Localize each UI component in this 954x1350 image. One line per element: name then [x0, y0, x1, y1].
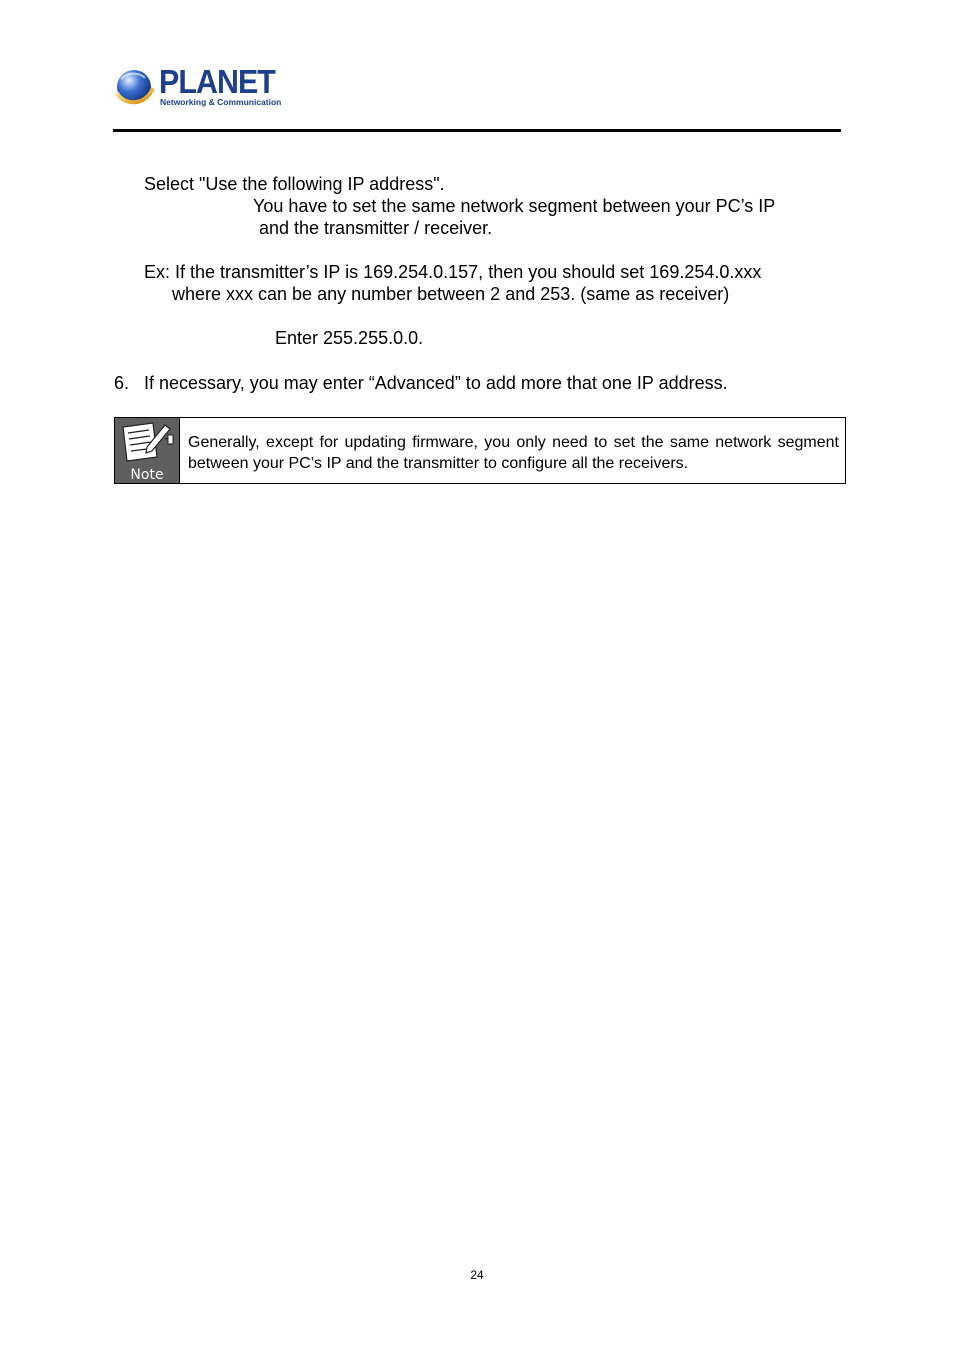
step-text: If necessary, you may enter “Advanced” to add more that one IP address. — [144, 373, 728, 393]
note-box — [114, 417, 846, 484]
logo-wordmark: PLANET — [159, 63, 275, 100]
note-pad-icon — [119, 421, 175, 465]
paragraph-line: You have to set the same network segment between your PC’s IP — [253, 196, 776, 216]
note-divider — [179, 418, 180, 483]
planet-logo — [112, 63, 282, 110]
note-icon-panel — [115, 418, 179, 483]
paragraph-line: where xxx can be any number between 2 and 253. (same as receiver) — [172, 284, 730, 304]
paragraph-line: Select "Use the following IP address". — [144, 174, 445, 194]
logo-tagline: Networking & Communication — [160, 97, 282, 107]
header-divider — [113, 129, 841, 132]
step-number: 6. — [114, 373, 130, 393]
paragraph-line: Ex: If the transmitter’s IP is 169.254.0.157, then you should set 169.254.0.xxx — [144, 262, 762, 282]
paragraph-line: Enter 255.255.0.0. — [275, 328, 424, 348]
paragraph-line: and the transmitter / receiver. — [259, 218, 493, 238]
note-text: Generally, except for updating firmware, you only need to set the same network segment between your PC’s IP and the transmitter to configure all the receivers. — [188, 434, 839, 472]
globe-icon — [112, 66, 156, 110]
page-number: 24 — [470, 1268, 484, 1282]
note-label: Note — [130, 467, 164, 483]
